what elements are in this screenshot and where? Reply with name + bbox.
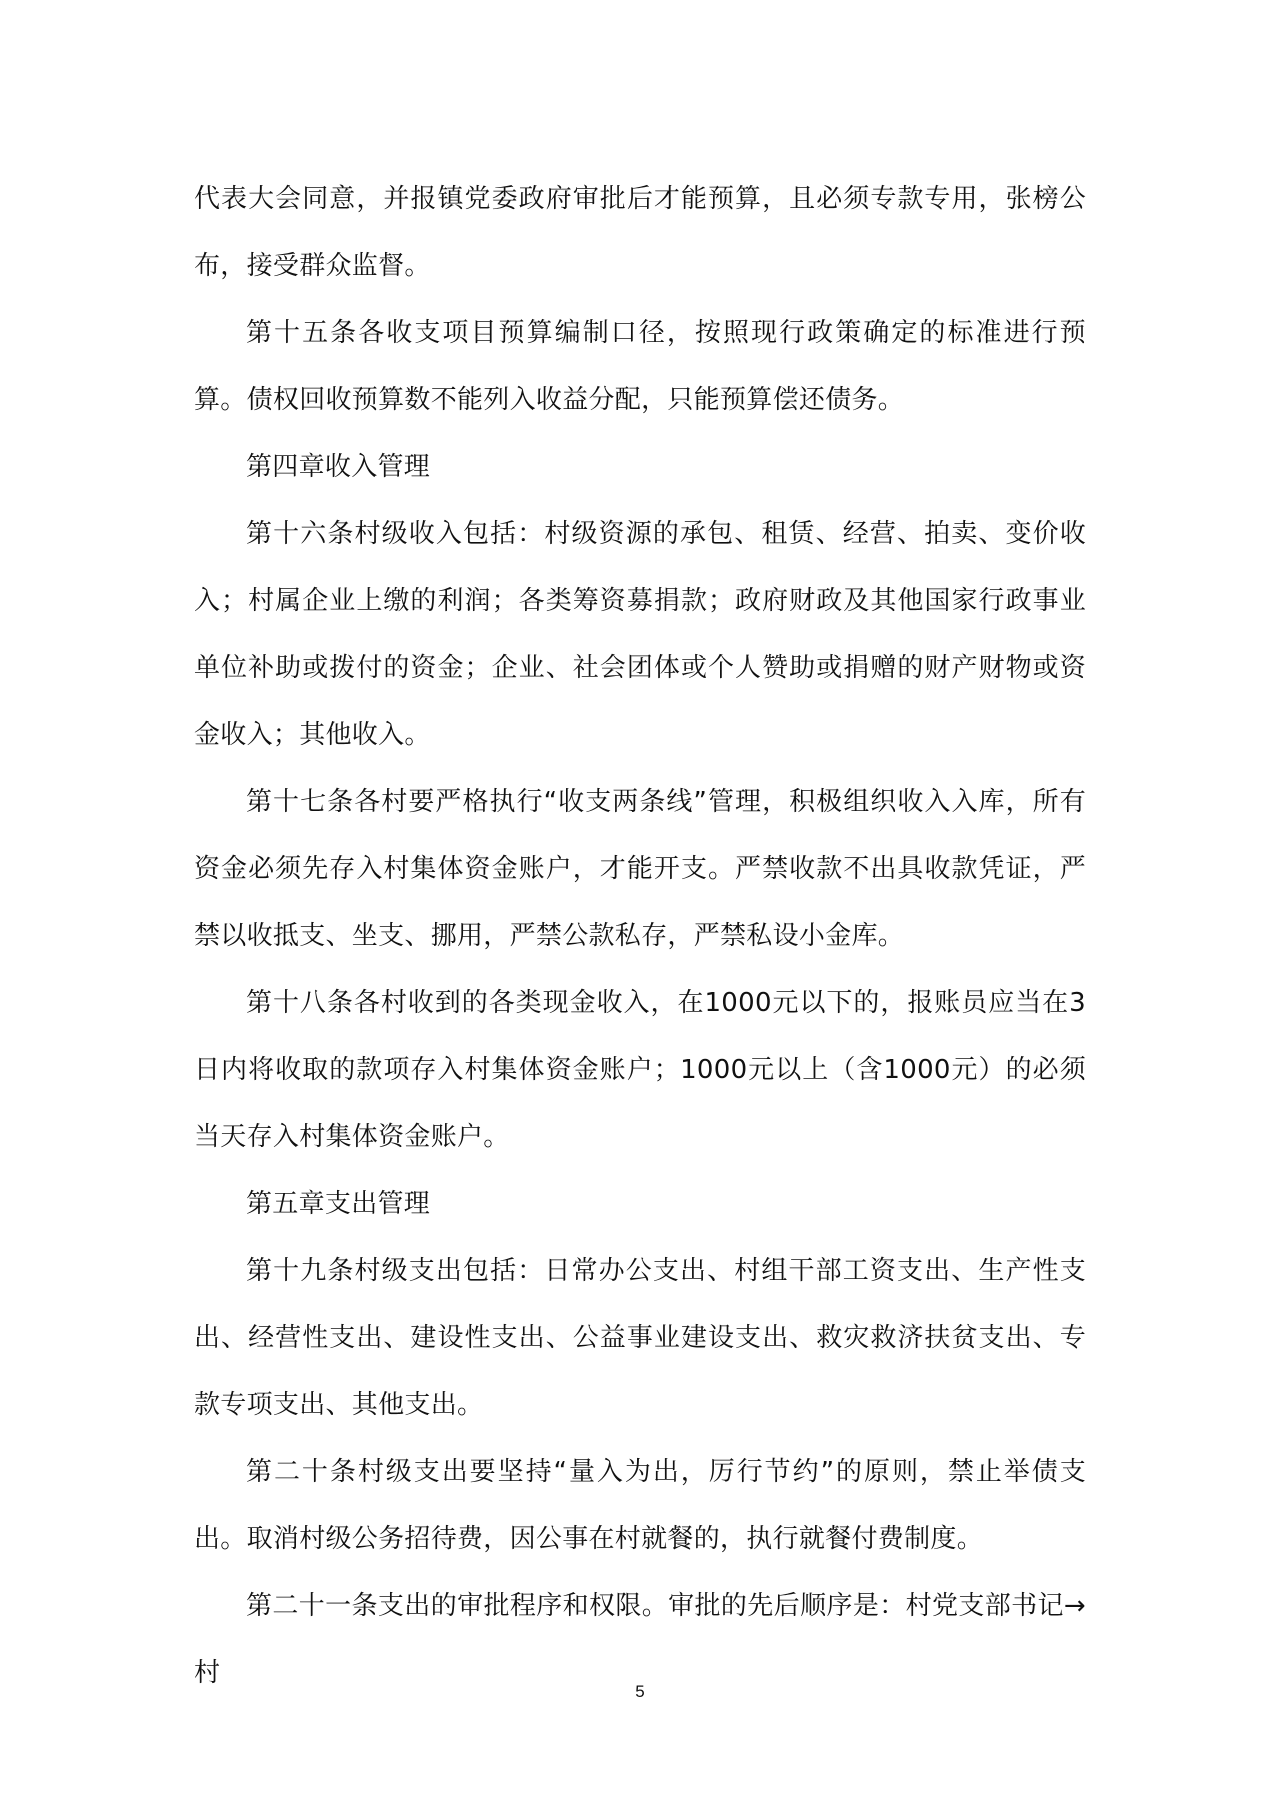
paragraph-article-18: 第十八条各村收到的各类现金收入，在1000元以下的，报账员应当在3日内将收取的款项存入村集体资金账户；1000元以上（含1000元）的必须当天存入村集体资金账户。 [194,988,1086,1152]
paragraph-article-21: 第二十一条支出的审批程序和权限。审批的先后顺序是：村党支部书记→村 [194,1591,1086,1688]
paragraph-article-20: 第二十条村级支出要坚持“量入为出，厉行节约”的原则，禁止举债支出。取消村级公务招待费，因公事在村就餐的，执行就餐付费制度。 [194,1457,1086,1554]
chapter-heading-4: 第四章收入管理 [246,452,431,482]
paragraph-article-17: 第十七条各村要严格执行“收支两条线”管理，积极组织收入入库，所有资金必须先存入村集体资金账户，才能开支。严禁收款不出具收款凭证，严禁以收抵支、坐支、挪用，严禁公款私存，严禁私设小金库。 [194,787,1086,951]
paragraph-article-15: 第十五条各收支项目预算编制口径，按照现行政策确定的标准进行预算。债权回收预算数不能列入收益分配，只能预算偿还债务。 [194,318,1086,415]
chapter-heading-5: 第五章支出管理 [246,1189,431,1219]
paragraph-article-19: 第十九条村级支出包括：日常办公支出、村组干部工资支出、生产性支出、经营性支出、建设性支出、公益事业建设支出、救灾救济扶贫支出、专款专项支出、其他支出。 [194,1256,1086,1420]
paragraph-article-16: 第十六条村级收入包括：村级资源的承包、租赁、经营、拍卖、变价收入；村属企业上缴的利润；各类筹资募捐款；政府财政及其他国家行政事业单位补助或拨付的资金；企业、社会团体或个人赞助或捐赠的财产财物或资金收入；其他收入。 [194,519,1086,750]
paragraph-continuation: 代表大会同意，并报镇党委政府审批后才能预算，且必须专款专用，张榜公布，接受群众监督。 [194,184,1086,281]
document-body [194,166,1086,1707]
page-number: 5 [635,1682,645,1701]
